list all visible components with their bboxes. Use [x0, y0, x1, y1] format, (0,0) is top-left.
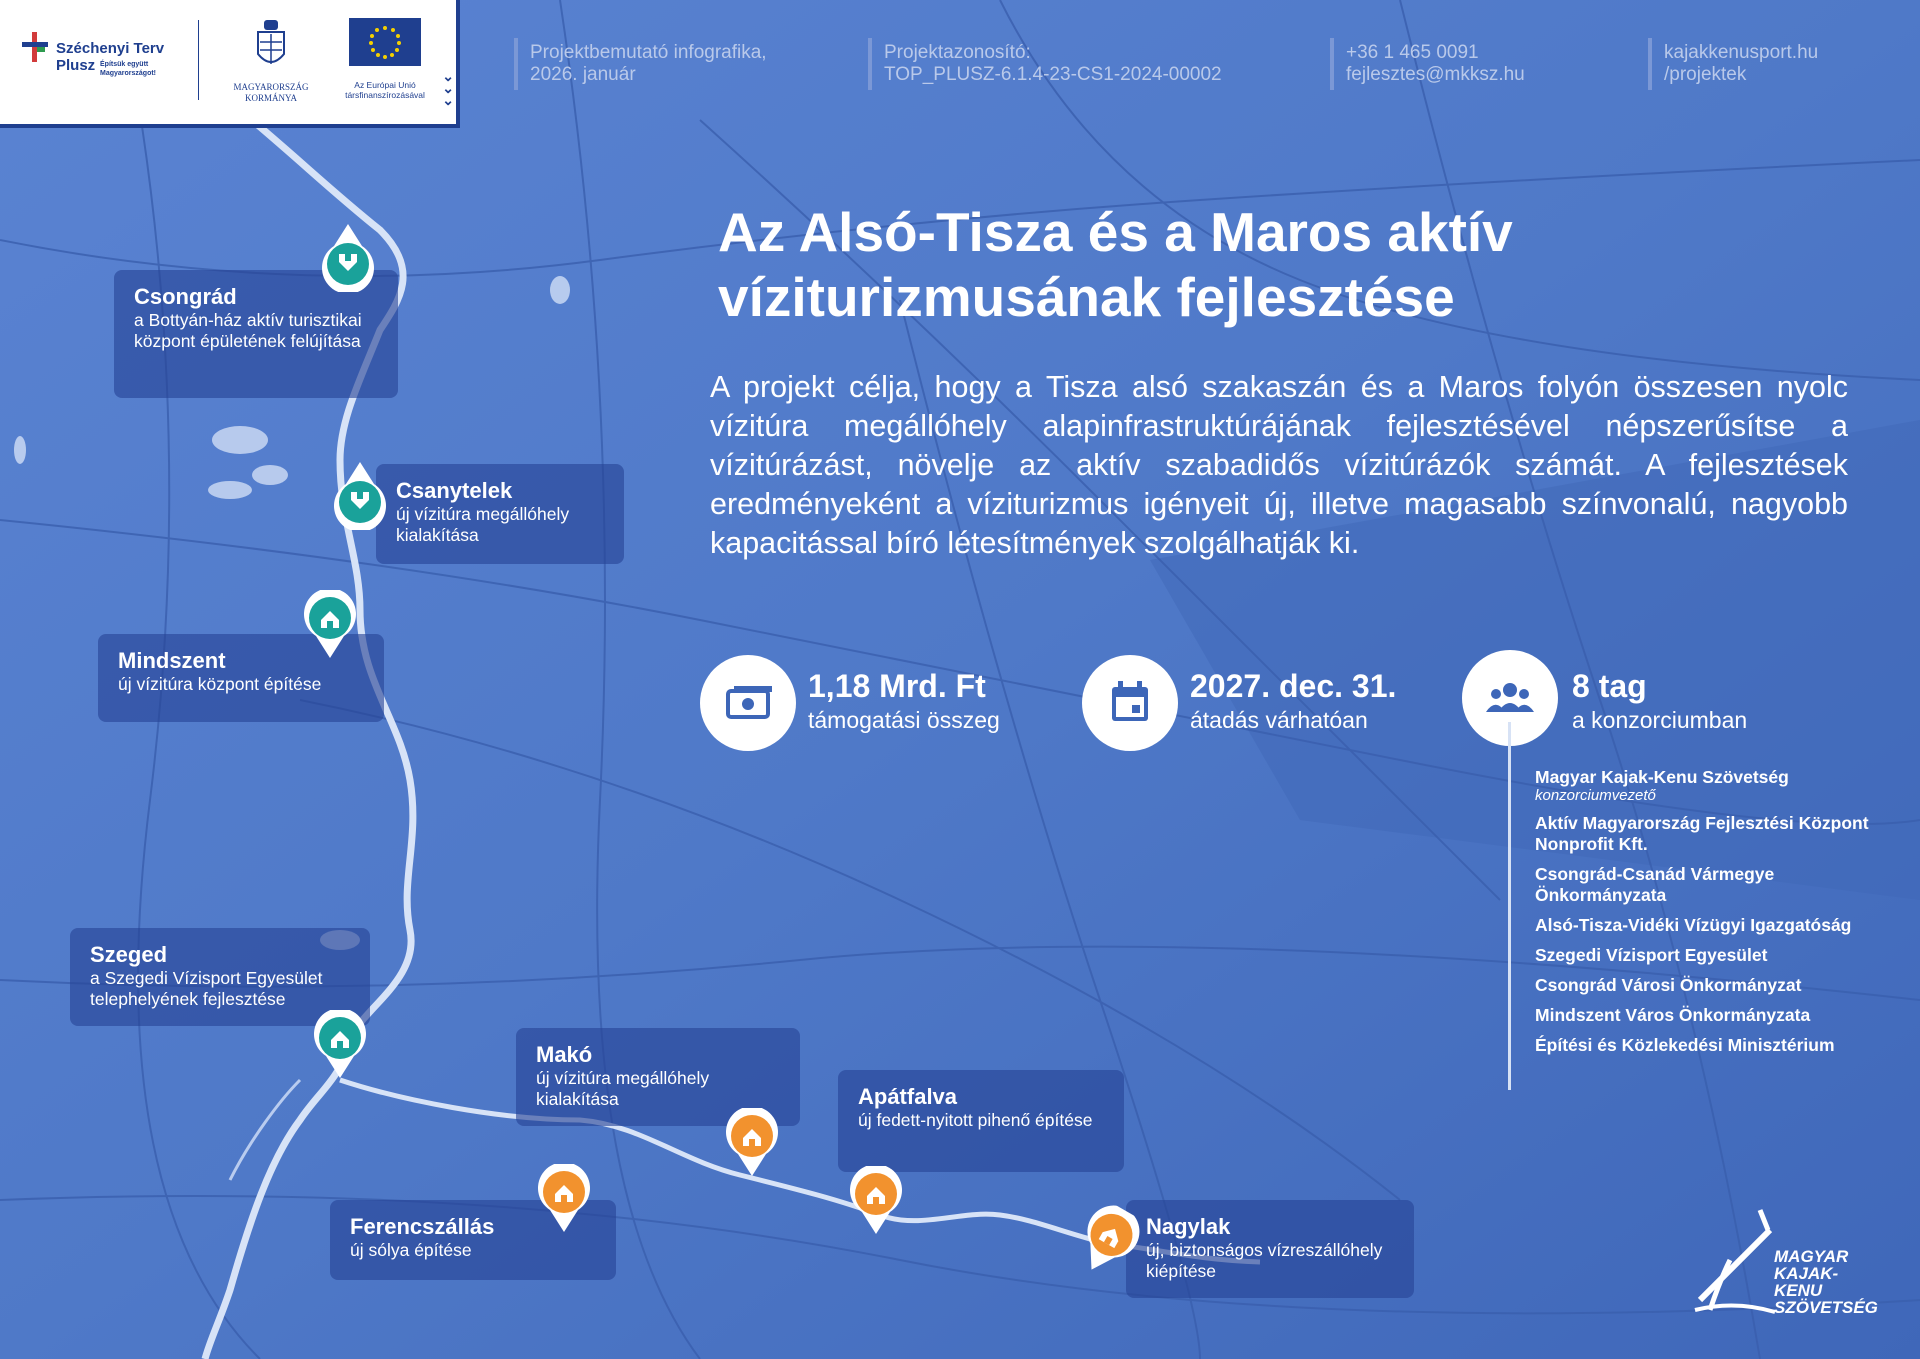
szechenyi-tagline: Építsük együtt Magyarországot!: [100, 61, 157, 77]
project-description: A projekt célja, hogy a Tisza alsó szakaszán és a Maros folyón összesen nyolc vízitúra megállóhely alapinfrastruktúrájának fejlesztésével népszerűsítse a vízitúrázást, növelje az aktív szabadidős vízitúrázók számát. A fejlesztések eredményeként a víziturizmus igényeit új, illetve magasabb színvonalú, nagyobb kapacitással bíró létesítmények szolgálhatják ki.: [710, 370, 1848, 560]
kayak-paddler-icon: [1690, 1200, 1780, 1320]
pin-csongrad[interactable]: [320, 222, 376, 292]
stat-funding-value: 1,18 Mrd. Ft: [808, 668, 986, 704]
teal-pin-icon: [320, 222, 376, 292]
card-nagylak: Nagylak új, biztonságos vízreszállóhely kiépítése: [1126, 1200, 1414, 1298]
teal-pin-icon: [312, 1010, 368, 1080]
orange-pin-icon: [848, 1166, 904, 1236]
pin-mako[interactable]: [724, 1108, 780, 1178]
stat-deadline-value: 2027. dec. 31.: [1190, 668, 1397, 704]
calendar-icon: [1104, 677, 1156, 729]
stat-deadline-label: átadás várhatóan: [1190, 707, 1368, 733]
member-item: Csongrád Városi Önkormányzat: [1535, 975, 1802, 995]
eu-logo: [330, 18, 440, 108]
pin-mindszent[interactable]: [302, 590, 358, 660]
logo-divider: [198, 20, 199, 100]
chevrons-icon: ⌄ ⌄ ⌄: [442, 68, 454, 108]
member-item: Magyar Kajak-Kenu Szövetség konzorciumvezető: [1535, 767, 1789, 804]
money-icon: [722, 677, 774, 729]
stat-members-label: a konzorciumban: [1572, 707, 1748, 733]
mkksz-logo: MAGYAR KAJAK-KENU SZÖVETSÉG: [1690, 1200, 1880, 1320]
teal-pin-icon: [302, 590, 358, 660]
card-szeged: Szeged a Szegedi Vízisport Egyesület telephelyének fejlesztése: [70, 928, 370, 1026]
group-icon: [1484, 672, 1536, 724]
members-line: [1508, 722, 1511, 1090]
szechenyi-title: Széchenyi Terv Plusz: [56, 40, 165, 74]
logo-bar: [0, 0, 460, 128]
orange-pin-icon: [724, 1108, 780, 1178]
stat-funding-label: támogatási összeg: [808, 707, 1000, 733]
money-stat-circle: [700, 655, 796, 751]
member-item: Csongrád-Csanád Vármegye Önkormányzata: [1535, 864, 1775, 905]
card-csongrad: Csongrád a Bottyán-ház aktív turisztikai központ épületének felújítása: [114, 270, 398, 398]
info-date: Projektbemutató infografika, 2026. január: [514, 42, 767, 86]
member-item: Aktív Magyarország Fejlesztési Központ Nonprofit Kft.: [1535, 813, 1869, 854]
info-contact[interactable]: +36 1 465 0091 fejlesztes@mkksz.hu: [1330, 42, 1525, 86]
member-item: Mindszent Város Önkormányzata: [1535, 1005, 1811, 1025]
card-mindszent: Mindszent új vízitúra központ építése: [98, 634, 384, 722]
card-mako: Makó új vízitúra megállóhely kialakítása: [516, 1028, 800, 1126]
pin-ferencszallas[interactable]: [536, 1164, 592, 1234]
card-ferencszallas: Ferencszállás új sólya építése: [330, 1200, 616, 1280]
card-apatfalva: Apátfalva új fedett-nyitott pihenő építése: [838, 1070, 1124, 1172]
stat-members-value: 8 tag: [1572, 668, 1647, 704]
government-text: MAGYARORSZÁG KORMÁNYA: [233, 82, 309, 103]
teal-pin-icon: [332, 460, 388, 530]
pin-csanytelek[interactable]: [332, 460, 388, 530]
page-title: Az Alsó-Tisza és a Maros aktív víziturizmusának fejlesztése: [718, 201, 1513, 328]
member-item: Alsó-Tisza-Vidéki Vízügyi Igazgatóság: [1535, 915, 1852, 935]
eu-flag-icon: [349, 18, 421, 66]
government-logo: [216, 18, 326, 108]
consortium-members: [1535, 767, 1895, 1065]
pin-apatfalva[interactable]: [848, 1166, 904, 1236]
szechenyi-cross-icon: [20, 30, 50, 66]
member-item: Szegedi Vízisport Egyesület: [1535, 945, 1768, 965]
calendar-stat-circle: [1082, 655, 1178, 751]
coat-of-arms-icon: [254, 20, 288, 72]
member-item: Építési és Közlekedési Minisztérium: [1535, 1035, 1835, 1055]
info-website[interactable]: kajakkenusport.hu /projektek: [1648, 42, 1818, 86]
pin-szeged[interactable]: [312, 1010, 368, 1080]
card-csanytelek: Csanytelek új vízitúra megállóhely kialakítása: [376, 464, 624, 564]
info-project-id: Projektazonosító: TOP_PLUSZ-6.1.4-23-CS1-2024-00002: [868, 42, 1222, 86]
eu-text: Az Európai Unió társfinanszírozásával: [345, 80, 425, 100]
orange-pin-icon: [536, 1164, 592, 1234]
